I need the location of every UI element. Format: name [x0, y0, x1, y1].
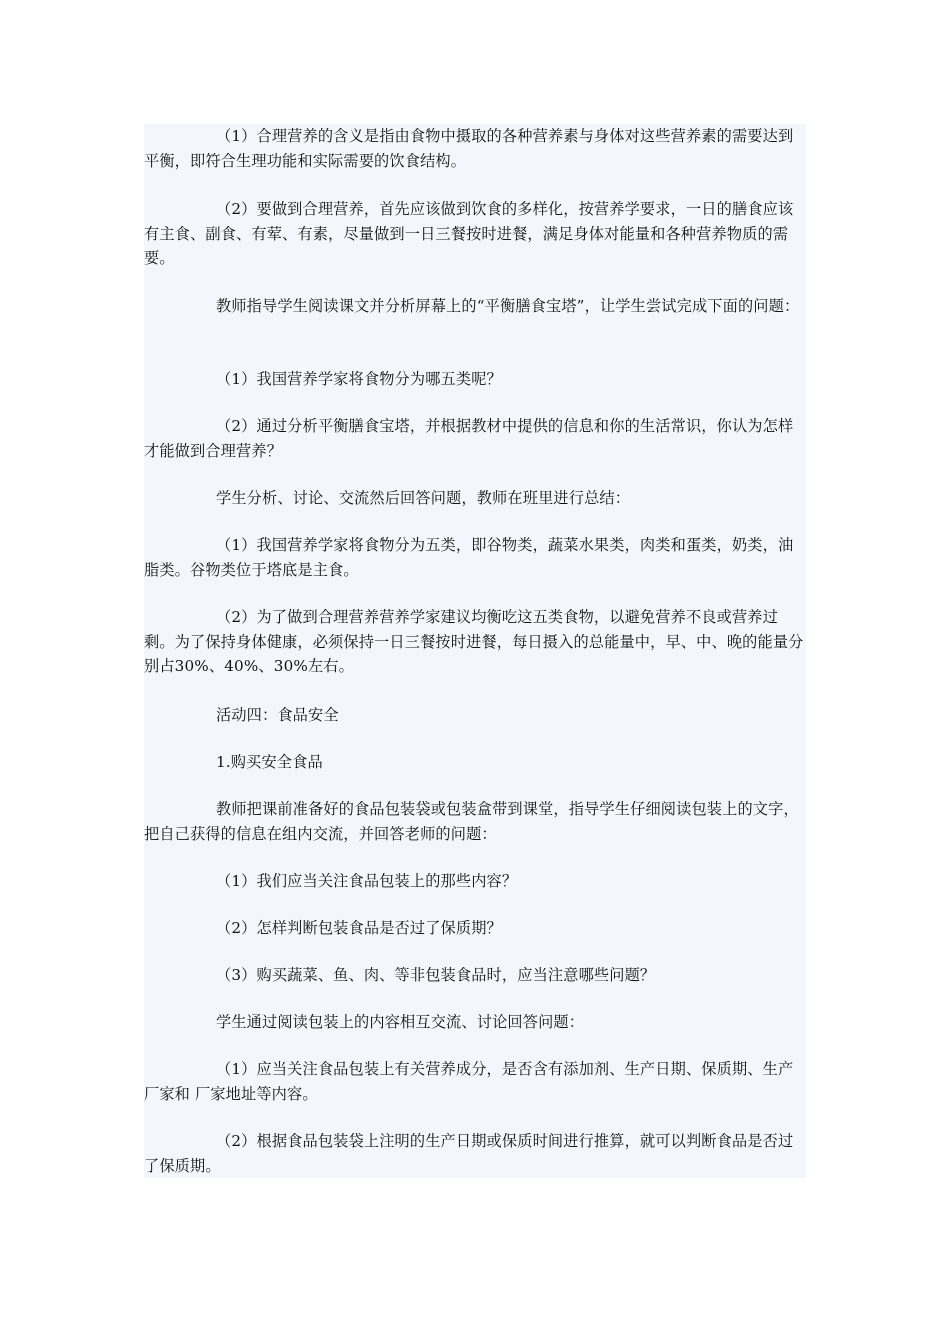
paragraph-answer-1: （1）我国营养学家将食物分为五类，即谷物类，蔬菜水果类，肉类和蛋类，奶类，油脂类。谷物类位于塔底是主食。 — [144, 536, 794, 579]
paragraph-student-reading: 学生通过阅读包装上的内容相互交流、讨论回答问题： — [216, 1013, 585, 1031]
paragraph-student-discussion: 学生分析、讨论、交流然后回答问题，教师在班里进行总结： — [216, 489, 631, 507]
paragraph-packaging-question-2: （2）怎样判断包装食品是否过了保质期？ — [216, 919, 502, 937]
paragraph-packaging-question-1: （1）我们应当关注食品包装上的那些内容？ — [216, 872, 518, 890]
paragraph-nutrition-definition: （1）合理营养的含义是指由食物中摄取的各种营养素与身体对这些营养素的需要达到平衡，即符合生理功能和实际需要的饮食结构。 — [144, 127, 794, 170]
subheading-buy-safe-food: 1.购买安全食品 — [216, 753, 323, 771]
paragraph-packaging-activity: 教师把课前准备好的食品包装袋或包装盒带到课堂，指导学生仔细阅读包装上的文字，把自己获得的信息在组内交流，并回答老师的问题： — [144, 800, 799, 843]
paragraph-packaging-question-3: （3）购买蔬菜、鱼、肉、等非包装食品时，应当注意哪些问题？ — [216, 966, 656, 984]
section-heading-activity-4: 活动四：食品安全 — [216, 706, 339, 724]
paragraph-packaging-answer-2: （2）根据食品包装袋上注明的生产日期或保质时间进行推算，就可以判断食品是否过了保质期。 — [144, 1132, 794, 1175]
paragraph-teacher-guidance: 教师指导学生阅读课文并分析屏幕上的“平衡膳食宝塔”，让学生尝试完成下面的问题： — [216, 297, 800, 315]
paragraph-nutrition-diversity: （2）要做到合理营养，首先应该做到饮食的多样化，按营养学要求，一日的膳食应该有主食、副食、有荤、有素，尽量做到一日三餐按时进餐，满足身体对能量和各种营养物质的需要。 — [144, 200, 794, 267]
paragraph-packaging-answer-1: （1）应当关注食品包装上有关营养成分，是否含有添加剂、生产日期、保质期、生产厂家和 厂家地址等内容。 — [144, 1060, 794, 1103]
document-body — [144, 124, 806, 1178]
paragraph-answer-2: （2）为了做到合理营养营养学家建议均衡吃这五类食物，以避免营养不良或营养过剩。为了保持身体健康，必须保持一日三餐按时进餐，每日摄入的总能量中，早、中、晚的能量分别占30%、40%、30%左右。 — [144, 608, 804, 675]
paragraph-question-2: （2）通过分析平衡膳食宝塔，并根据教材中提供的信息和你的生活常识，你认为怎样才能做到合理营养？ — [144, 417, 794, 460]
paragraph-question-1: （1）我国营养学家将食物分为哪五类呢？ — [216, 370, 502, 388]
